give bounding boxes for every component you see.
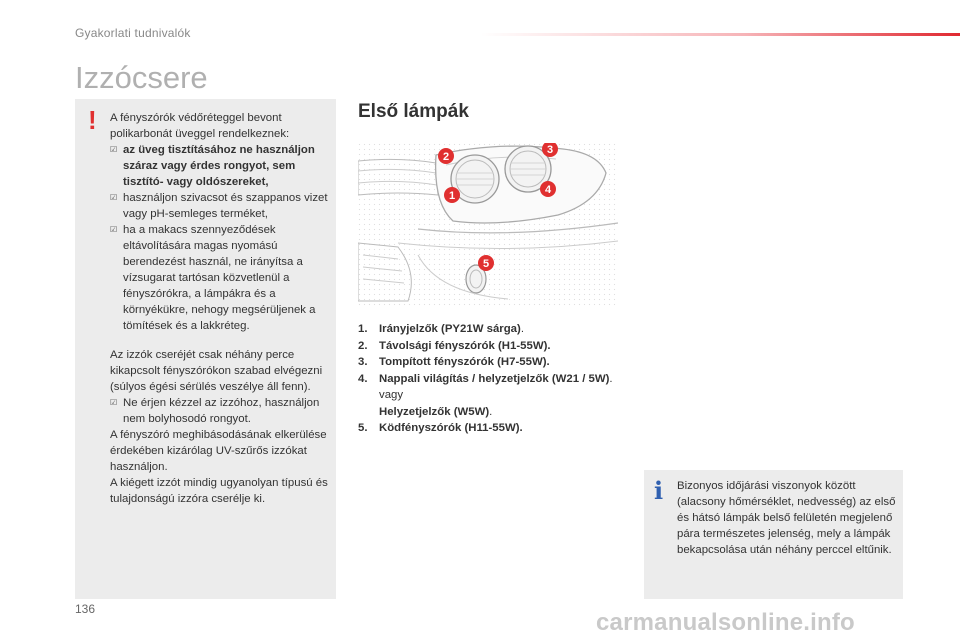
bulb-item-1 <box>358 321 628 338</box>
section-header: Gyakorlati tudnivalók <box>75 26 191 40</box>
warning-paragraph: A fényszóró meghibásodásának elkerülése érdekében kizárólag UV-szűrős izzókat használjon. <box>110 429 327 473</box>
bulb-number: 5. <box>358 422 368 434</box>
warning-list-2 <box>110 395 330 427</box>
bulb-list <box>358 321 628 437</box>
bulb-text: Távolsági fényszórók (H1-55W). <box>379 339 551 352</box>
callout-2-label: 2 <box>442 151 450 163</box>
callout-1-label: 1 <box>448 190 456 202</box>
info-text: Bizonyos időjárási viszonyok között (alacsony hőmérséklet, nedvesség) az első és hátsó lámpák belső felületén megjelenő pára természetes jelenség, mely a lámpák bekapcsolása után néhány perccel eltűnik. <box>677 480 896 556</box>
callout-4 <box>540 181 556 197</box>
warning-item: ☑ használjon szivacsot és szappanos vizet vagy pH-semleges terméket, <box>110 190 330 222</box>
bulb-alt-text: Helyzetjelzők (W5W) <box>379 405 490 418</box>
watermark: carmanualsonline.info <box>596 609 855 636</box>
callout-1 <box>444 187 460 203</box>
warning-paragraph: A kiégett izzót mindig ugyanolyan típusú és tulajdonságú izzóra cserélje ki. <box>110 477 328 505</box>
bulb-number: 1. <box>358 323 368 335</box>
bulb-number: 4. <box>358 372 368 385</box>
info-icon: i <box>654 476 664 505</box>
warning-item: ☑ az üveg tisztításához ne használjon száraz vagy érdes rongyot, sem tisztító- vagy oldószereket, <box>110 142 330 190</box>
callout-5-label: 5 <box>482 258 490 270</box>
bulb-item-2 <box>358 338 628 355</box>
warning-text <box>110 110 330 507</box>
bulb-text: Irányjelzők (PY21W sárga) <box>379 323 521 335</box>
warning-list <box>110 142 330 334</box>
warning-box <box>75 99 336 599</box>
bulb-item-4 <box>358 371 628 421</box>
callout-3-label: 3 <box>546 144 554 156</box>
bulb-number: 2. <box>358 339 368 352</box>
bulb-text: Tompított fényszórók (H7-55W). <box>379 356 550 368</box>
callout-2 <box>438 148 454 164</box>
page-title: Izzócsere <box>75 60 208 95</box>
section-title: Első lámpák <box>358 101 469 122</box>
header-accent-line <box>480 33 960 36</box>
callout-4-label: 4 <box>544 184 552 196</box>
page-number: 136 <box>75 602 96 616</box>
warning-paragraph: Az izzók cseréjét csak néhány perce kikapcsolt fényszórókon szabad elvégezni (súlyos égési sérülés veszélye áll fenn). <box>110 349 323 393</box>
bulb-suffix: . <box>489 405 493 418</box>
bulb-text: Nappali világítás / helyzetjelzők (W21 / 5W) <box>379 372 610 385</box>
callout-5 <box>478 255 494 271</box>
bulb-number: 3. <box>358 356 368 368</box>
warning-item: ☑ ha a makacs szennyeződések eltávolítására magas nyomású berendezést használ, ne irányítsa a vízsugarat tartósan közvetlenül a fényszórókra, a lámpákra és a környékükre, nehogy megsérüljenek a tömítések és a lakkréteg. <box>110 222 330 334</box>
bulb-item-5 <box>358 420 628 437</box>
bulb-item-3 <box>358 354 628 371</box>
bulb-text: Ködfényszórók (H11-55W). <box>379 422 523 434</box>
bulb-or: vagy <box>379 389 404 401</box>
exclamation-icon: ! <box>88 105 97 135</box>
info-box <box>644 470 903 599</box>
warning-item: ☑ Ne érjen kézzel az izzóhoz, használjon nem bolyhosodó rongyot. <box>110 395 330 427</box>
bulb-suffix: . <box>609 372 613 385</box>
warning-intro: A fényszórók védőréteggel bevont polikarbonát üveggel rendelkeznek: <box>110 112 290 140</box>
headlamp-diagram <box>358 143 618 306</box>
bulb-suffix: . <box>520 323 524 335</box>
